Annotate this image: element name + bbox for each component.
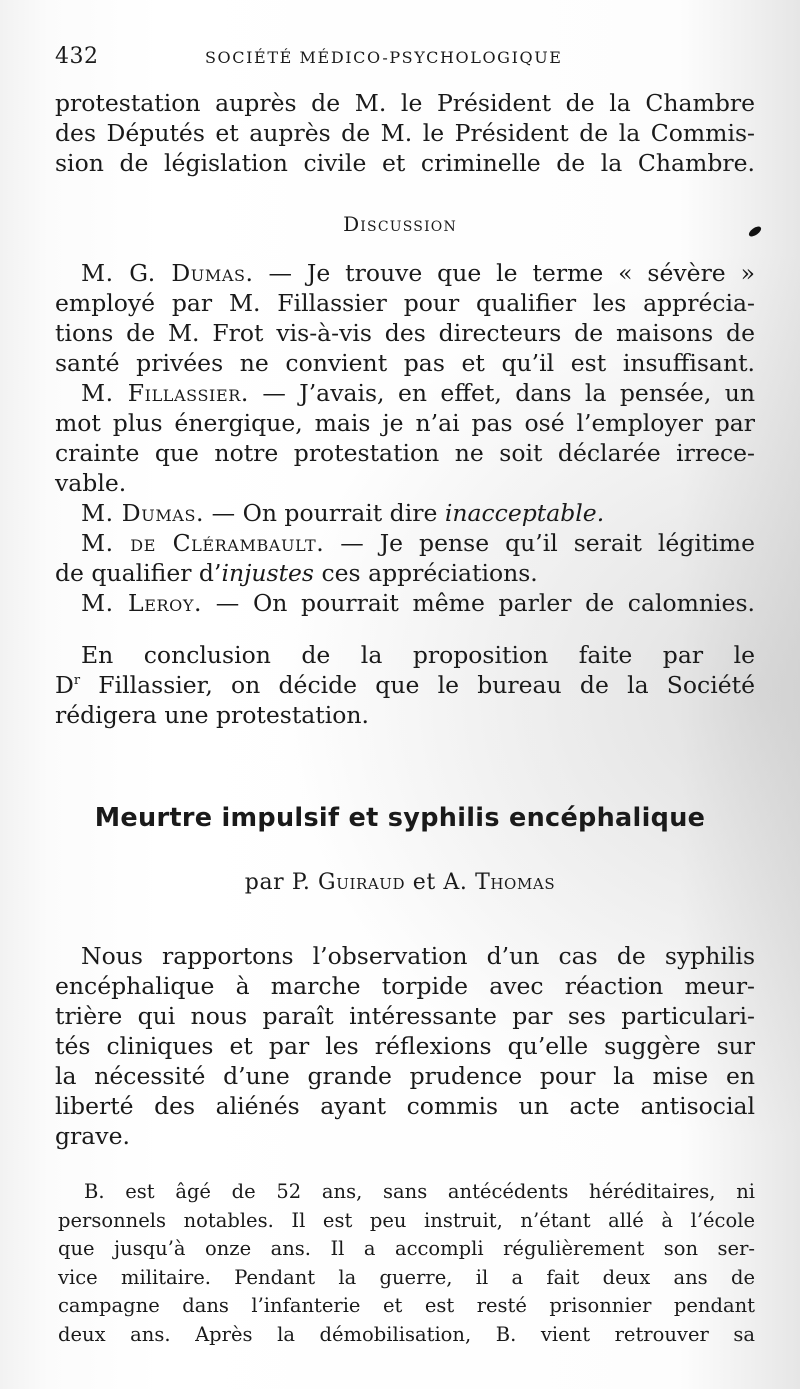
text-line: sion de législation civile et criminelle de la Chambre. (55, 149, 755, 177)
speaker-name: M. G. Dumas. (81, 259, 254, 287)
title-abbrev: D (55, 671, 74, 699)
speech-leroy (55, 588, 755, 618)
speech-text: — On pourrait même parler de calomnies. (215, 589, 755, 617)
text-line (55, 670, 755, 700)
speaker-name: M. Fillassier. (81, 379, 249, 407)
text-line: B. est âgé de 52 ans, sans antécédents héréditaires, ni (84, 1180, 755, 1203)
intro-paragraph (55, 88, 755, 178)
speaker-name: M. Leroy. (81, 589, 203, 617)
text-fragment: de qualifier d’ (55, 559, 222, 587)
text-line: protestation auprès de M. le Président de la Chambre (55, 89, 755, 117)
author-name: Thomas (475, 870, 556, 895)
article-title: Meurtre impulsif et syphilis encéphalique (94, 803, 706, 833)
text-line: encéphalique à marche torpide avec réaction meur- (55, 972, 755, 1000)
text-line: tions de M. Frot vis-à-vis des directeurs de maisons de (55, 319, 755, 347)
text-line (55, 558, 755, 588)
text-line: Nous rapportons l’observation d’un cas de syphilis (81, 942, 755, 970)
text-line: deux ans. Après la démobilisation, B. vient retrouver sa (58, 1322, 755, 1346)
discussion-block (55, 258, 755, 618)
byline-par: par P. (244, 870, 311, 895)
speech-text: — Je pense qu’il serait légitime (340, 529, 755, 557)
text-line: crainte que notre protestation ne soit déclarée irrece- (55, 439, 755, 467)
text-line: En conclusion de la proposition faite par le (81, 641, 755, 669)
text-line: rédigera une protestation. (55, 701, 370, 729)
text-line: la nécessité d’une grande prudence pour la mise en (55, 1062, 755, 1090)
text-line: mot plus énergique, mais je n’ai pas osé l’employer par (55, 409, 755, 437)
text-line: personnels notables. Il est peu instruit, n’étant allé à l’école (58, 1208, 755, 1232)
speech-dumas-second (55, 498, 755, 528)
page-number: 432 (55, 44, 99, 69)
text-line: que jusqu’à onze ans. Il a accompli régulièrement son ser- (58, 1237, 755, 1260)
speech-emphasis: injustes (221, 559, 314, 587)
text-line: tés cliniques et par les réflexions qu’elle suggère sur (55, 1032, 755, 1060)
speech-emphasis: inacceptable. (444, 499, 605, 527)
running-head: SOCIÉTÉ MÉDICO-PSYCHOLOGIQUE (205, 48, 563, 67)
article-byline (0, 870, 800, 895)
speech-text: — Je trouve que le terme « sévère » (268, 259, 755, 287)
text-line: employé par M. Fillassier pour qualifier les apprécia- (55, 289, 755, 317)
text-line: vice militaire. Pendant la guerre, il a fait deux ans de (58, 1265, 755, 1289)
text-line: grave. (55, 1122, 130, 1150)
speaker-name: M. de Clérambault. (81, 529, 325, 557)
text-line: campagne dans l’infanterie et est resté prisonnier pendant (58, 1294, 755, 1317)
article-paragraph (55, 941, 755, 1151)
discussion-heading: Discussion (343, 212, 457, 236)
speech-clerambault (55, 528, 755, 558)
title-abbrev-superscript: r (73, 673, 81, 689)
text-line: vable. (55, 469, 127, 497)
case-description (58, 1178, 755, 1349)
speech-text: — On pourrait dire (211, 499, 438, 527)
text-line: trière qui nous paraît intéressante par ses particulari- (55, 1002, 755, 1030)
speaker-name: M. Dumas. (81, 499, 205, 527)
byline-et: et A. (412, 870, 468, 895)
page-header (55, 42, 755, 72)
text-fragment (55, 671, 755, 699)
text-line: des Députés et auprès de M. le Président de la Commis- (55, 119, 755, 147)
speech-dumas-first (55, 258, 755, 288)
text-fragment: ces appréciations. (314, 559, 538, 587)
conclusion-paragraph (55, 640, 755, 730)
text-fragment: Fillassier, on décide que le bureau de la Société (80, 671, 755, 699)
text-line: santé privées ne convient pas et qu’il est insuffisant. (55, 349, 755, 377)
speech-text: — J’avais, en effet, dans la pensée, un (262, 379, 755, 407)
author-name: Guiraud (318, 870, 406, 895)
speech-fillassier (55, 378, 755, 408)
text-line: liberté des aliénés ayant commis un acte antisocial (55, 1092, 755, 1120)
